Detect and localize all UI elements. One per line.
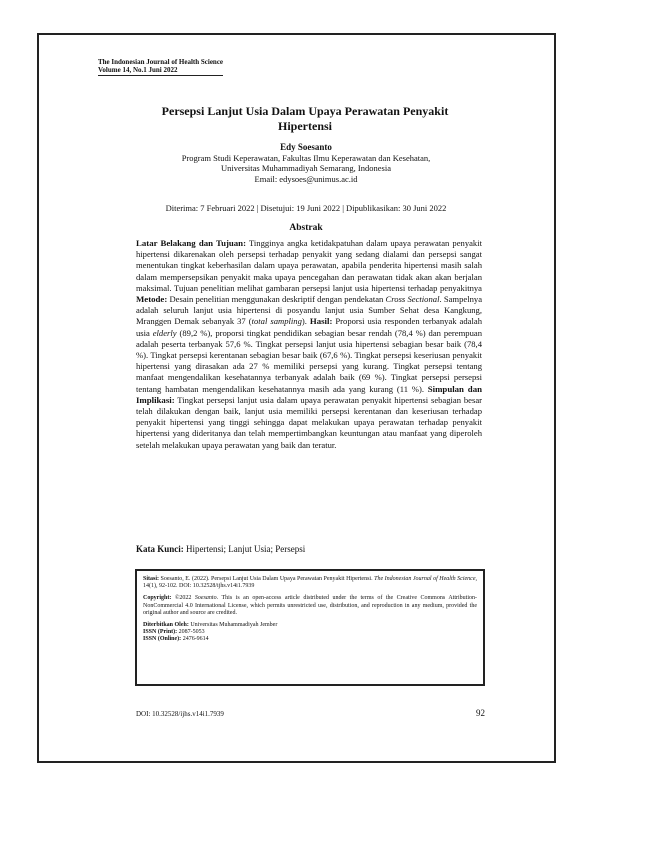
abstract-background-text: Tingginya angka ketidakpatuhan dalam upaya perawatan penyakit hipertensi dikarenakan oleh persepsi terhadap penyakit yang sedang dialami dan persepsi sangat menentukan tingkat keberhasilan dalam upaya perawatan, apabila penderita hipertensi masih salah dalam mempersepsikan penyakit maka upaya pencegahan dan perawatan tidak akan akan berjalan maksimal. Tujuan penelitian melihat gambaran persepsi lanjut usia hipertensi terhadap penyakitnya [136, 238, 483, 293]
journal-header [98, 58, 223, 76]
abstract-results-text-a: Proporsi usia responden terbanyak adalah usia [136, 316, 482, 338]
issn-online: 2476-9614 [181, 636, 209, 643]
keywords-text: Hipertensi; Lanjut Usia; Persepsi [183, 544, 306, 554]
copyright-paragraph [143, 595, 477, 617]
page-number: 92 [476, 708, 485, 718]
abstract-label-method: Metode: [136, 294, 168, 305]
affiliation-line-2: Universitas Muhammadiyah Semarang, Indonesia [221, 163, 391, 173]
abstract-method-text-a: Desain penelitian menggunakan deskriptif dengan pendekatan [167, 294, 386, 305]
issn-print-label: ISSN (Print): [143, 629, 178, 636]
copyright-text-b: . This is an open-access article distributed under the terms of the Creative Commons Attribution-NonCommercial 4.0 International License, which permits unrestricted use, distribution, and reproduction in any medium, provided the original author and source are credited. [143, 595, 477, 616]
affiliation-line-1: Program Studi Keperawatan, Fakultas Ilmu Keperawatan dan Kesehatan, [181, 152, 431, 163]
citation-journal: The Indonesian Journal of Health Science [374, 576, 476, 582]
abstract-body [136, 238, 482, 451]
footer-doi: DOI: 10.32528/ijhs.v14i1.7939 [136, 710, 224, 718]
journal-volume: Volume 14, No.1 Juni 2022 [98, 66, 223, 76]
journal-name: The Indonesian Journal of Health Science [98, 58, 224, 66]
publisher-text: Universitas Muhammadiyah Jember [188, 622, 278, 629]
publisher-paragraph [143, 622, 477, 644]
abstract-results-text-b: (89,2 %), proporsi tingkat pendidikan sebagian besar rendah (78,4 %) dan perempuan adalah peserta terbanyak 57,6 %. Tingkat persepsi lanjut usia hipertensi sebagian besar baik (78,4 %). Tingkat persepsi kerentanan sebagian besar baik (67,6 %). Tingkat persepsi keseriusan penyakit hipertensi yang dirasakan ada 27 % memiliki persepsi yang kurang. Tingkat persepsi tentang manfaat mengendalikan kesehatannya terbanyak adalah baik (69 %). Tingkat persepsi persepsi tentang hambatan mengendalikan kesehatannya masih ada yang kurang (11 %). [136, 327, 482, 394]
abstract-method-italic-2: total sampling [251, 316, 302, 327]
citation-paragraph [143, 576, 477, 590]
keywords [136, 544, 482, 554]
abstract-method-text-c: ). [301, 316, 310, 327]
author-name: Edy Soesanto [280, 142, 332, 152]
keywords-label: Kata Kunci: [136, 544, 184, 554]
citation-text-a: Soesanto, E. (2022). Persepsi Lanjut Usia Dalam Upaya Perawatan Penyakit Hipertensi. [159, 576, 375, 582]
citation-text-b: , 14(1), 92-102. DOI: 10.32528/ijhs.v14i1.7939 [143, 576, 477, 590]
abstract-method-italic: Cross Sectional [385, 294, 440, 305]
issn-online-label: ISSN (Online): [143, 636, 182, 643]
copyright-text-a: ©2022 [171, 595, 195, 602]
publisher-label: Diterbitkan Oleh: [143, 622, 189, 629]
citation-box [135, 569, 485, 686]
abstract-label-background: Latar Belakang dan Tujuan: [136, 238, 247, 248]
article-dates: Diterima: 7 Februari 2022 | Disetujui: 19 Juni 2022 | Dipublikasikan: 30 Juni 2022 [165, 203, 447, 213]
issn-print: 2087-5053 [177, 629, 205, 636]
abstract-label-results: Hasil: [309, 316, 333, 327]
abstract-conclusion-text: Tingkat persepsi lanjut usia dalam upaya perawatan penyakit hipertensi sebagian besar telah dilakukan dengan baik, lanjut usia memiliki persepsi kerentanan dan keseriusan terhadap penyakit hipertensi yang tinggi sehingga dapat melakukan upaya perawatan terhadap penyakit hipertensi yang dideritanya dan telah mempertimbangkan keuntungan atau manfaat yang diperoleh setelah melakukan upaya perawatan yang baik dan teratur. [136, 394, 482, 450]
author-block [120, 142, 492, 184]
abstract-label-conclusion: Simpulan dan Implikasi: [136, 383, 482, 405]
abstract-method-text-b: . Sampelnya adalah seluruh lanjut usia hipertensi di posyandu lanjut usia Sumber Sehat desa Kangkung, Mranggen Demak sebanyak 37 ( [136, 294, 483, 327]
article-title: Persepsi Lanjut Usia Dalam Upaya Perawatan Penyakit Hipertensi [161, 104, 449, 133]
author-email: Email: edysoes@unimus.ac.id [254, 173, 358, 184]
citation-label: Sitasi: [143, 576, 160, 582]
abstract-results-italic: elderly [152, 327, 177, 338]
abstract-heading: Abstrak [289, 223, 323, 233]
copyright-author: Soesanto [194, 595, 217, 602]
copyright-label: Copyright: [143, 595, 172, 602]
